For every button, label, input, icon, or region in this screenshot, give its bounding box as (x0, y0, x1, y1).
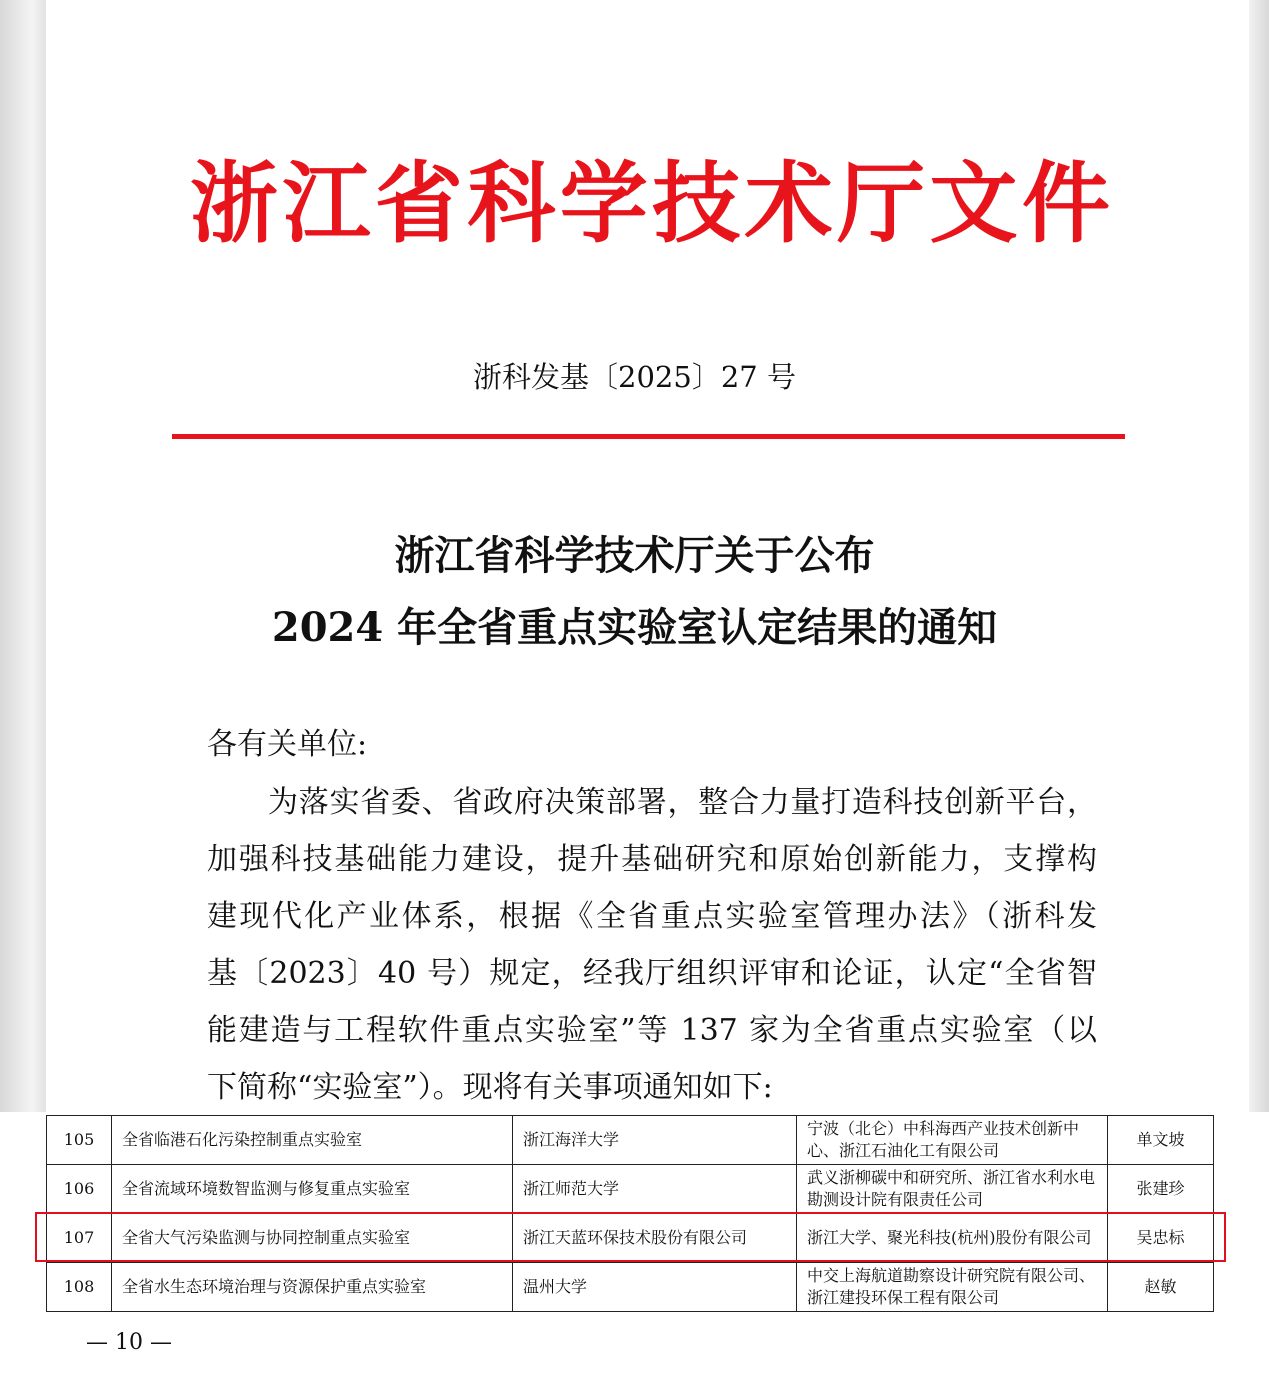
cell-no: 107 (47, 1214, 112, 1263)
table-row (47, 1116, 1214, 1165)
cell-unit: 温州大学 (513, 1263, 797, 1312)
body-line: 为落实省委、省政府决策部署，整合力量打造科技创新平台， (268, 785, 1097, 820)
cell-name: 全省临港石化污染控制重点实验室 (112, 1116, 513, 1165)
red-divider (172, 434, 1125, 439)
cell-unit: 浙江师范大学 (513, 1165, 797, 1214)
table-row (47, 1263, 1214, 1312)
cell-lead: 吴忠标 (1108, 1214, 1214, 1263)
cell-no: 108 (47, 1263, 112, 1312)
body-line: 能建造与工程软件重点实验室”等 137 家为全省重点实验室（以 (207, 1013, 1097, 1048)
cell-co: 浙江大学、聚光科技(杭州)股份有限公司 (797, 1214, 1108, 1263)
notice-title-line1: 浙江省科学技术厅关于公布 (394, 532, 875, 579)
cell-no: 106 (47, 1165, 112, 1214)
page-number: — 10 — (86, 1330, 172, 1355)
cell-unit: 浙江海洋大学 (513, 1116, 797, 1165)
document-number: 浙科发基〔2025〕27 号 (473, 360, 796, 394)
body-line: 加强科技基础能力建设，提升基础研究和原始创新能力，支撑构 (207, 842, 1097, 877)
cell-co: 宁波（北仑）中科海西产业技术创新中心、浙江石油化工有限公司 (797, 1116, 1108, 1165)
cell-no: 105 (47, 1116, 112, 1165)
body-line: 基〔2023〕40 号）规定，经我厅组织评审和论证，认定“全省智 (207, 956, 1097, 991)
cell-name: 全省水生态环境治理与资源保护重点实验室 (112, 1263, 513, 1312)
table-row (47, 1165, 1214, 1214)
highlight-box (35, 1212, 1226, 1262)
cell-lead: 赵敏 (1108, 1263, 1214, 1312)
cell-unit: 浙江天蓝环保技术股份有限公司 (513, 1214, 797, 1263)
cell-name: 全省大气污染监测与协同控制重点实验室 (112, 1214, 513, 1263)
body-line: 建现代化产业体系，根据《全省重点实验室管理办法》（浙科发 (207, 899, 1097, 934)
cell-lead: 单文坡 (1108, 1116, 1214, 1165)
cell-co: 中交上海航道勘察设计研究院有限公司、浙江建投环保工程有限公司 (797, 1263, 1108, 1312)
document-header-title: 浙江省科学技术厅文件 (190, 151, 1110, 255)
body-line: 下简称“实验室”）。现将有关事项通知如下: (207, 1070, 773, 1105)
cell-co: 武义浙柳碳中和研究所、浙江省水利水电勘测设计院有限责任公司 (797, 1165, 1108, 1214)
notice-title-line2: 2024 年全省重点实验室认定结果的通知 (271, 604, 998, 651)
cell-name: 全省流域环境数智监测与修复重点实验室 (112, 1165, 513, 1214)
cell-lead: 张建珍 (1108, 1165, 1214, 1214)
salutation: 各有关单位: (207, 727, 368, 762)
